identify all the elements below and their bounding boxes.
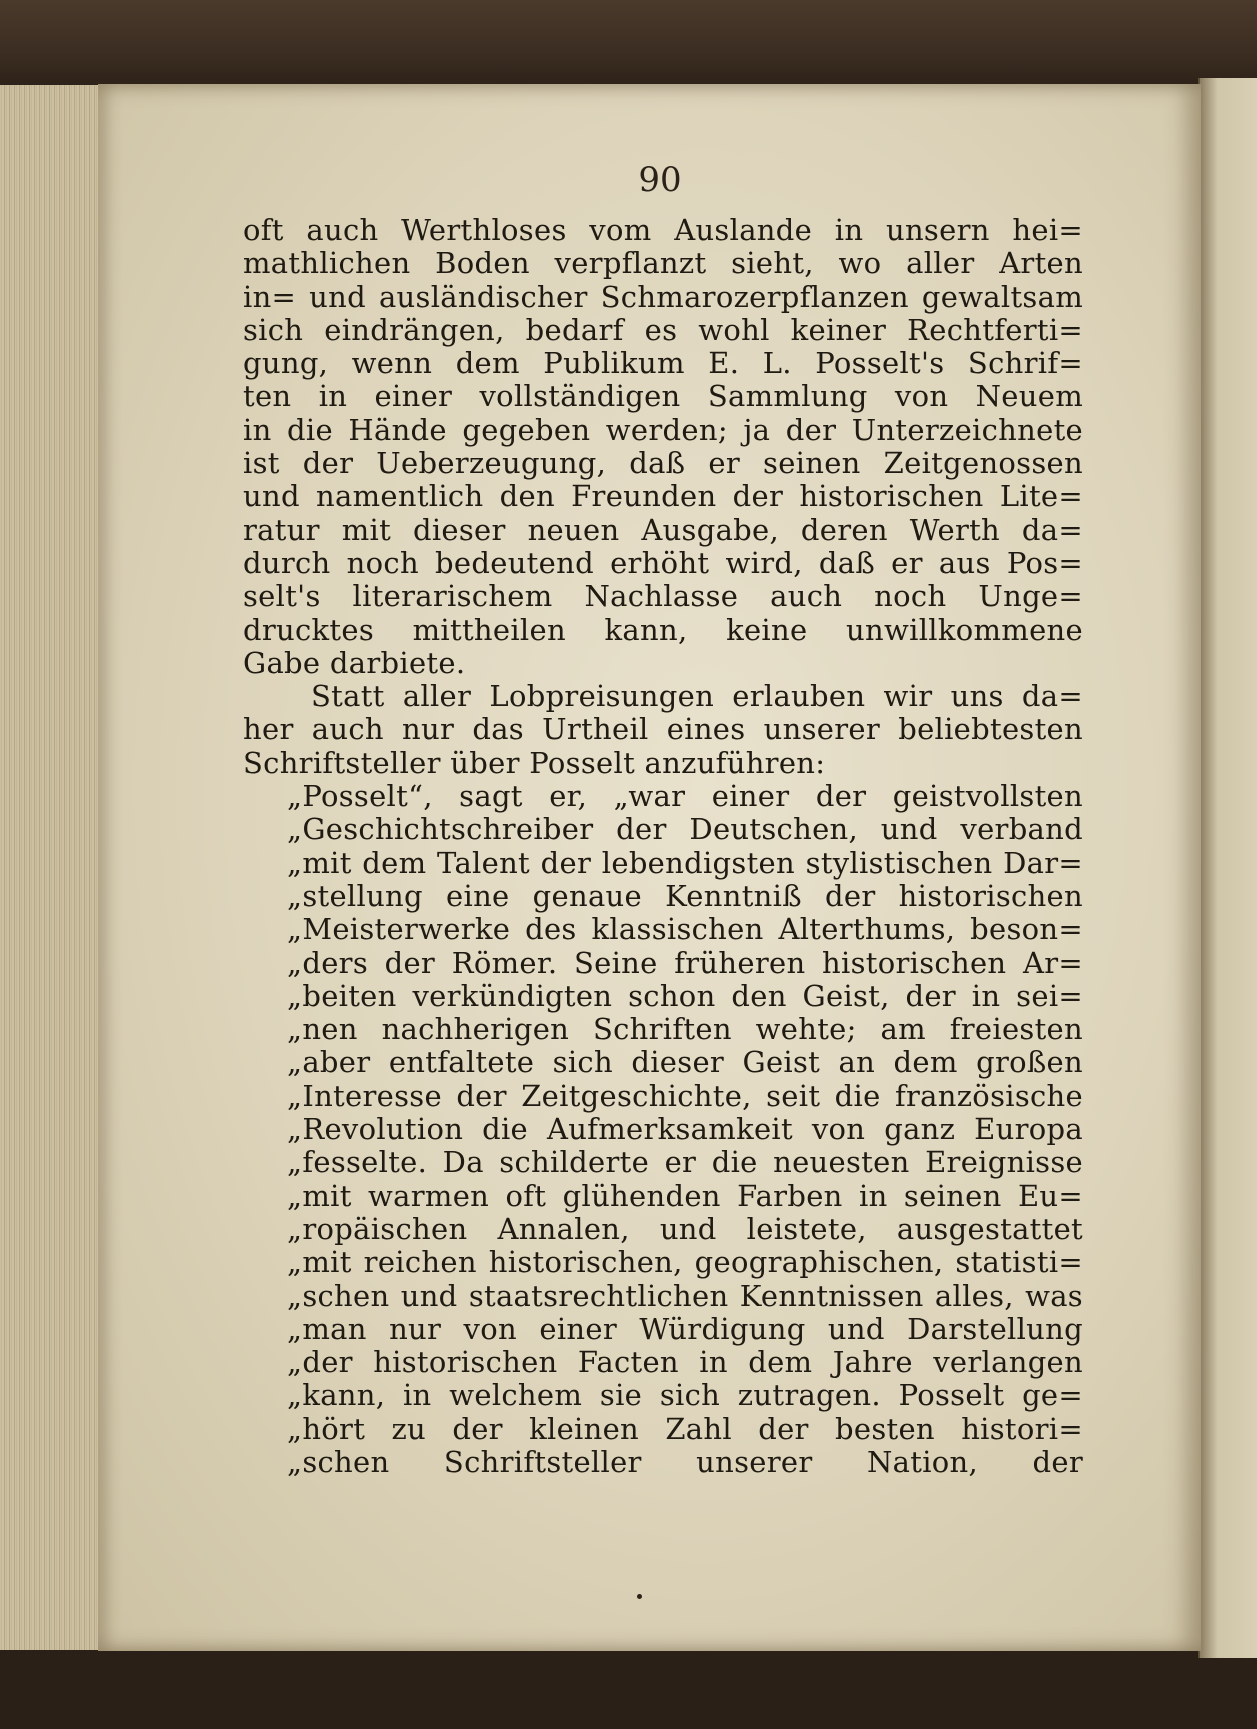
text-line: „ropäischen Annalen, und leistete, ausgestattet [287,1211,1083,1246]
text-line: mathlichen Boden verpflanzt sieht, wo aller Arten [243,246,1083,281]
text-line: „fesselte. Da schilderte er die neuesten Ereignisse [287,1145,1083,1180]
text-line: „hört zu der kleinen Zahl der besten histori= [287,1411,1083,1446]
text-line: „stellung eine genaue Kenntniß der historischen [287,878,1083,913]
text-line: oft auch Werthloses vom Auslande in unsern hei= [243,213,1083,247]
text-line: „schen Schriftsteller unserer Nation, der [287,1444,1083,1479]
book-binding-top [0,0,1257,90]
text-line: in die Hände gegeben werden; ja der Unterzeichnete [243,412,1083,447]
text-line: „mit warmen oft glühenden Farben in seinen Eu= [287,1178,1083,1213]
text-line: her auch nur das Urtheil eines unserer beliebtesten [243,712,1083,747]
text-line: „mit reichen historischen, geographischen, statisti= [287,1245,1083,1280]
text-line: gung, wenn dem Publikum E. L. Posselt's Schrif= [243,346,1083,381]
text-line: „Meisterwerke des klassischen Alterthums, beson= [287,912,1083,947]
text-line: drucktes mittheilen kann, keine unwillkommene [243,612,1083,647]
text-line: Schriftsteller über Posselt anzuführen: [243,745,826,780]
text-line: „aber entfaltete sich dieser Geist an dem großen [287,1045,1083,1080]
text-line: ist der Ueberzeugung, daß er seinen Zeitgenossen [243,446,1083,481]
text-line: in= und ausländischer Schmarozerpflanzen gewaltsam [243,279,1083,314]
page-edges [0,85,102,1650]
text-line: „Geschichtschreiber der Deutschen, und verband [287,812,1083,847]
text-line: ten in einer vollständigen Sammlung von Neuem [243,379,1083,414]
page-number: 90 [638,160,682,200]
facing-page-edge [1198,78,1257,1658]
text-line: „kann, in welchem sie sich zutragen. Posselt ge= [287,1378,1083,1413]
ink-dot [637,1594,642,1599]
text-line: „nen nachherigen Schriften wehte; am freiesten [287,1012,1083,1047]
page-text [243,214,1083,1479]
text-line: sich eindrängen, bedarf es wohl keiner Rechtferti= [243,312,1083,347]
text-line: „Interesse der Zeitgeschichte, seit die französische [287,1078,1083,1113]
text-line: „man nur von einer Würdigung und Darstellung [287,1311,1083,1346]
text-line: „beiten verkündigten schon den Geist, der in sei= [287,978,1083,1013]
text-line: ratur mit dieser neuen Ausgabe, deren Werth da= [243,512,1083,547]
text-line: Statt aller Lobpreisungen erlauben wir uns da= [311,679,1083,714]
text-line: Gabe darbiete. [243,645,466,680]
text-line: „mit dem Talent der lebendigsten stylistischen Dar= [287,845,1083,880]
text-line: „ders der Römer. Seine früheren historischen Ar= [287,945,1083,980]
text-line: durch noch bedeutend erhöht wird, daß er aus Pos= [243,545,1083,580]
text-line: „der historischen Facten in dem Jahre verlangen [287,1345,1083,1380]
text-line: „Posselt“, sagt er, „war einer der geistvollsten [287,779,1083,814]
text-line: und namentlich den Freunden der historischen Lite= [243,479,1083,514]
text-line: selt's literarischem Nachlasse auch noch Unge= [243,579,1083,614]
text-line: „schen und staatsrechtlichen Kenntnissen alles, was [287,1278,1083,1313]
text-line: „Revolution die Aufmerksamkeit von ganz Europa [287,1112,1083,1147]
